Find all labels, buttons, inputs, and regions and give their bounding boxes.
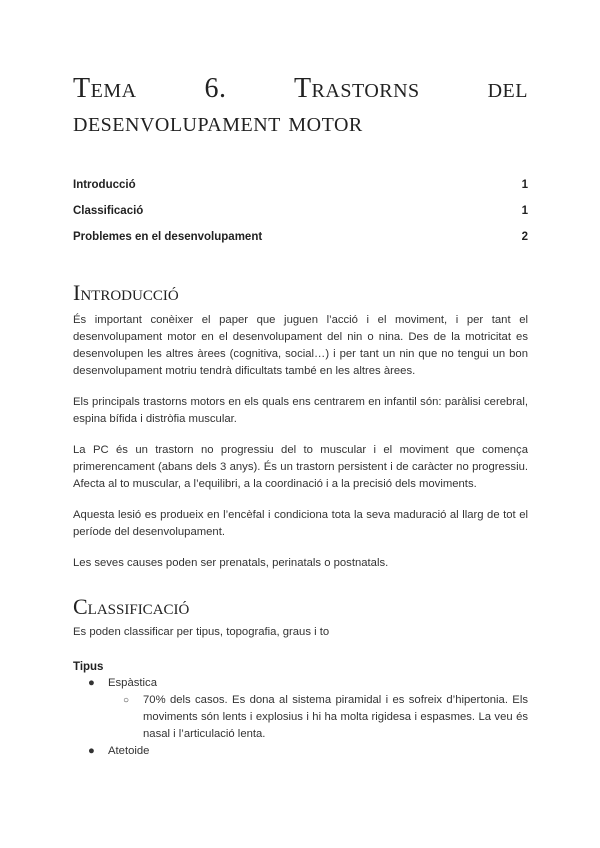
toc-entry-introduccio[interactable]	[73, 176, 528, 202]
list-item	[73, 743, 528, 760]
bullet-icon: ●	[88, 745, 95, 757]
toc-entry-page: 1	[521, 179, 528, 191]
toc-entry-label: Introducció	[73, 179, 136, 191]
nested-bullet-list	[73, 692, 528, 743]
toc-entry-page: 2	[521, 231, 528, 243]
list-item-label: Espàstica	[108, 677, 157, 689]
toc-entry-label: Classificació	[73, 205, 144, 217]
toc-entry-problemes[interactable]	[73, 228, 528, 254]
list-item-label: Atetoide	[108, 745, 150, 757]
list-item-text: 70% dels casos. Es dona al sistema piramidal i es sofreix d’hipertonia. Els moviments són lents i explosius i hi ha molta rigidesa i espasmes. La veu és nasal i l’articulació lenta.	[143, 694, 528, 740]
toc-entry-label: Problemes en el desenvolupament	[73, 231, 263, 243]
section-heading: Introducció	[73, 280, 179, 305]
nested-list-container	[73, 692, 528, 743]
toc-entry-page: 1	[521, 205, 528, 217]
paragraph: Aquesta lesió es produeix en l’encèfal i condiciona tota la seva maduració al llarg de tot el període del desenvolupament.	[73, 509, 528, 538]
paragraph: Els principals trastorns motors en els quals ens centrarem en infantil són: paràlisi cerebral, espina bífida i distròfia muscular.	[73, 396, 528, 425]
list-item	[123, 692, 528, 743]
paragraph: Les seves causes poden ser prenatals, perinatals o postnatals.	[73, 557, 389, 569]
bullet-icon: ●	[88, 677, 95, 689]
paragraph: Es poden classificar per tipus, topografia, graus i to	[73, 626, 330, 638]
hollow-bullet-icon: ○	[123, 695, 130, 706]
document-title: Tema 6. Trastorns del desenvolupament motor	[73, 73, 528, 138]
paragraph: És important conèixer el paper que juguen l’acció i el moviment, i per tant el desenvolupament motor en el desenvolupament del nin o nina. Des de la motricitat es desenvolupen les altres àrees (cognitiva, social…) i per tant un nin que no tengui un bon desenvolupament motriu tendrà dificultats també en les altres àrees.	[73, 314, 528, 377]
subheading: Tipus	[73, 661, 104, 673]
section-classificacio	[73, 594, 528, 760]
section-introduccio	[73, 280, 528, 586]
bullet-list	[73, 675, 528, 760]
paragraph: La PC és un trastorn no progressiu del to muscular i el moviment que comença primerencament (abans dels 3 anys). És un trastorn persistent i de caràcter no progressiu. Afecta al to muscular, a l’equilibri, a la coordinació i a la precisió dels moviments.	[73, 444, 528, 490]
list-item	[73, 675, 528, 692]
toc-entry-classificacio[interactable]	[73, 202, 528, 228]
section-heading: Classificació	[73, 594, 190, 619]
table-of-contents	[73, 176, 528, 254]
